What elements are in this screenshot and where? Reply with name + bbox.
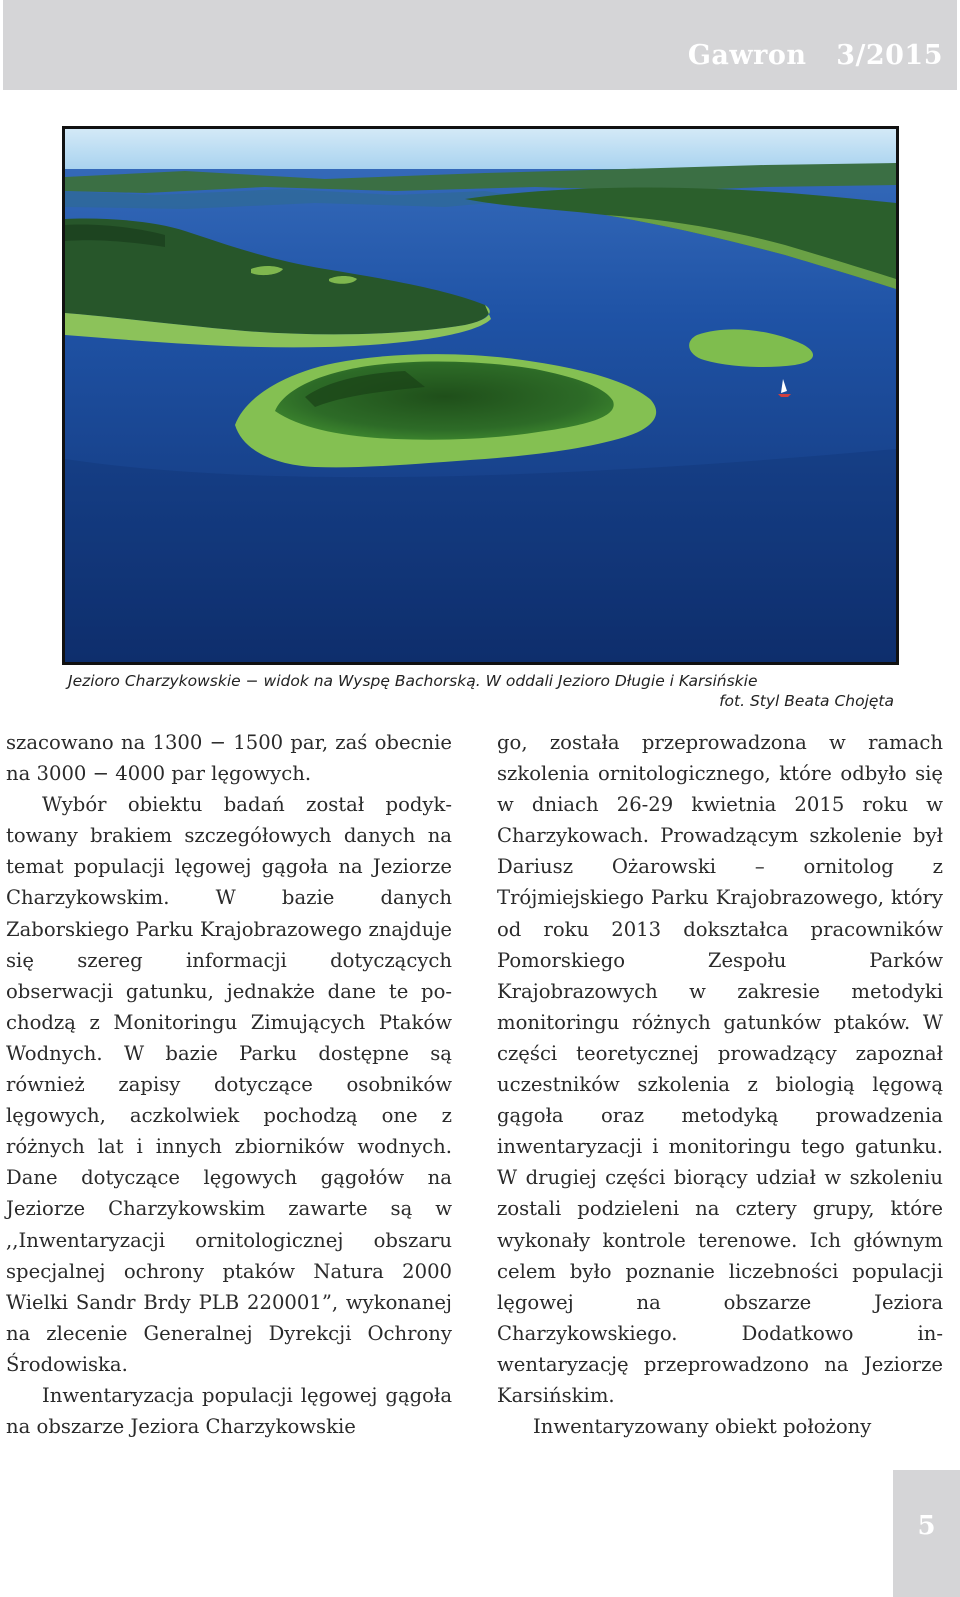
caption-text: Jezioro Charzykowskie − widok na Wyspę Bachorską. W oddali Jezioro Długie i Karsińskie (68, 672, 758, 690)
article-column-left (6, 727, 452, 1442)
lake-aerial-image (65, 129, 896, 662)
magazine-title: Gawron 3/2015 (687, 40, 943, 71)
photo-caption (68, 671, 896, 711)
paragraph: go, została przeprowadzona w ramach szkolenia ornitologicznego, które odbyło się w dniach 26-29 kwietnia 2015 roku w Charzykowach. Prowadzącym szkolenie był Dariusz Ożarowski – ornitolog z Trójmiejskiego Parku Krajobrazowego, który od roku 2013 dokształca pracowników Pomorskiego Zespołu Parków Krajobrazowych w zakresie metodyki monitoringu różnych gatunków ptaków. W części teoretycznej prowadzący zapoznał uczestników szkolenia z biologią lęgową gągoła oraz metodyką prowadzenia inwentaryzacji i monitoringu tego gatunku. W drugiej części biorący udział w szkoleniu zostali podzieleni na cztery grupy, które wykonały kontrole terenowe. Ich głównym celem było poznanie liczebności populacji lęgowej na obszarze Jeziora Charzykowskiego. Dodatkowo inwentaryzację przeprowadzono na Jeziorze Karsińskim. (497, 731, 943, 1407)
lake-photo (62, 126, 899, 665)
article-column-right (497, 727, 943, 1442)
paragraph: Inwentaryzowany obiekt położony (533, 1415, 872, 1439)
photo-credit: fot. Styl Beata Chojęta (719, 692, 894, 710)
page-number: 5 (917, 1511, 936, 1541)
paragraph: Wybór obiektu badań został podyktowany brakiem szczegółowych danych na temat populacji lęgowej gągoła na Jeziorze Charzykowskim. W bazie danych Zaborskiego Parku Krajobrazowego znajduje się szereg informacji dotyczących obserwacji gatunku, jednakże dane te pochodzą z Monitoringu Zimujących Ptaków Wodnych. W bazie Parku dostępne są również zapisy dotyczące osobników lęgowych, aczkolwiek pochodzą one z różnych lat i innych zbiorników wodnych. Dane dotyczące lęgowych gągołów na Jeziorze Charzykowskim zawarte są w ,,Inwentaryzacji ornitologicznej obszaru specjalnej ochrony ptaków Natura 2000 Wielki Sandr Brdy PLB 220001”, wykonanej na zlecenie Generalnej Dyrekcji Ochrony Środowiska. (6, 793, 452, 1376)
paragraph: Inwentaryzacja populacji lęgowej gągoła na obszarze Jeziora Charzykowskie (6, 1383, 452, 1439)
header-bar (3, 0, 957, 90)
paragraph: szacowano na 1300 − 1500 par, zaś obecnie na 3000 − 4000 par lęgowych. (6, 731, 452, 786)
page-number-tab (893, 1470, 960, 1597)
